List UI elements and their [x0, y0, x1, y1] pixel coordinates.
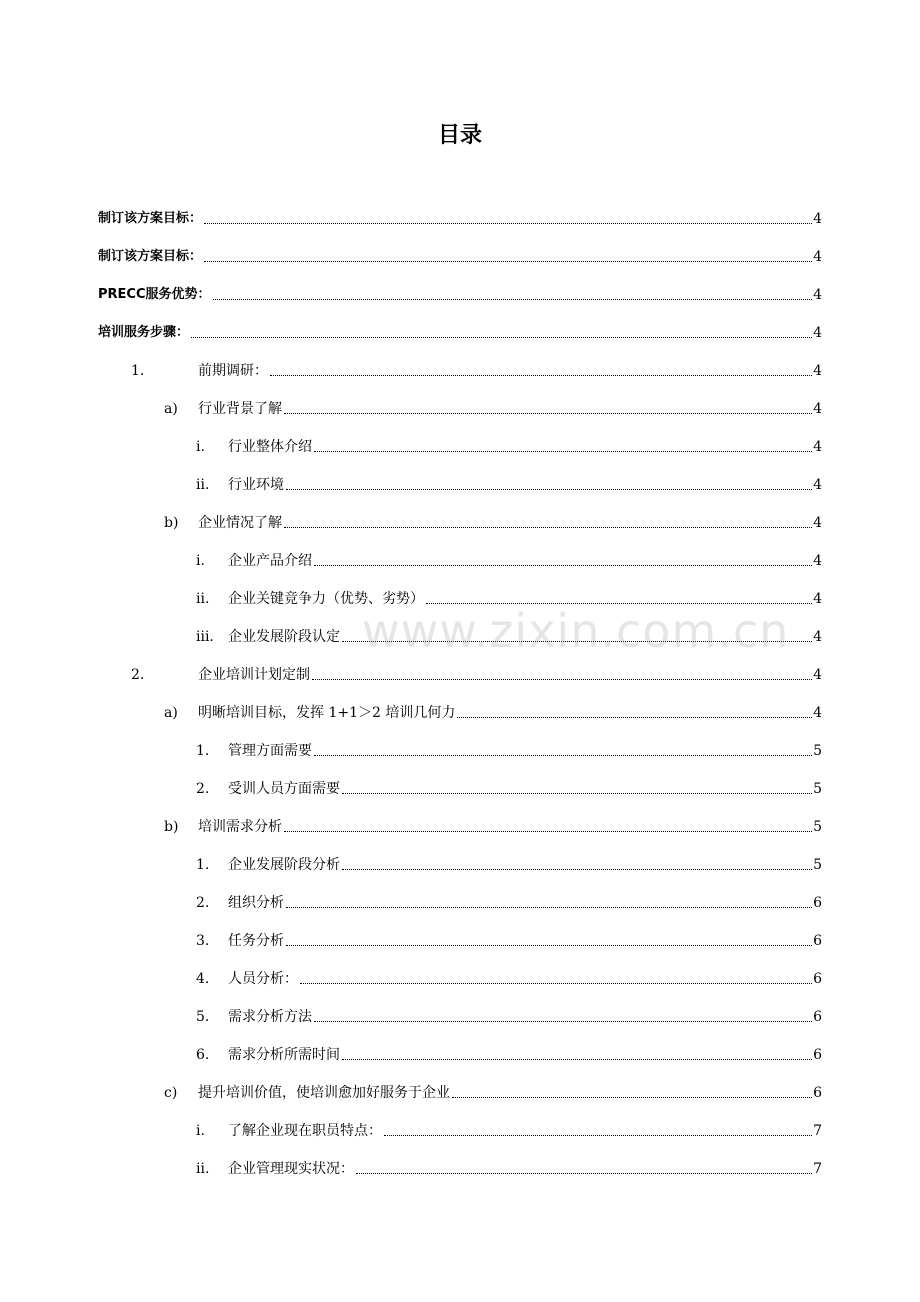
toc-dot-leader [384, 1135, 812, 1136]
toc-entry[interactable] [98, 662, 822, 684]
toc-page-number: 4 [813, 287, 822, 303]
toc-dot-leader [312, 679, 812, 680]
toc-page-number: 4 [813, 515, 822, 531]
toc-entry[interactable] [98, 1004, 822, 1026]
toc-entry-title: 管理方面需要 [228, 743, 312, 759]
toc-page-number: 4 [813, 439, 822, 455]
toc-dot-leader [286, 489, 812, 490]
toc-entry-number: ii. [196, 591, 210, 607]
toc-entry[interactable] [98, 1118, 822, 1140]
toc-page-number: 7 [813, 1161, 822, 1177]
toc-dot-leader [342, 1059, 812, 1060]
toc-entry[interactable] [98, 928, 822, 950]
toc-entry[interactable] [98, 358, 822, 380]
toc-page-number: 6 [813, 895, 822, 911]
toc-entry-title: 培训服务步骤： [98, 325, 190, 340]
toc-page-number: 6 [813, 1009, 822, 1025]
toc-entry-title: 前期调研： [198, 363, 268, 379]
toc-page-number: 4 [813, 477, 822, 493]
toc-entry-title: 了解企业现在职员特点： [228, 1123, 382, 1139]
toc-entry-number: iii. [196, 629, 214, 645]
toc-dot-leader [342, 793, 812, 794]
toc-entry-title: 制订该方案目标： [98, 249, 203, 264]
toc-dot-leader [284, 527, 812, 528]
toc-entry-title: 企业产品介绍 [228, 553, 312, 569]
toc-entry-number: 2. [131, 667, 145, 683]
toc-entry-title: 制订该方案目标： [98, 211, 203, 226]
toc-entry[interactable] [98, 396, 822, 418]
toc-page-number: 7 [813, 1123, 822, 1139]
toc-entry-title: 培训需求分析 [198, 819, 282, 835]
toc-entry[interactable] [98, 206, 822, 228]
toc-page-number: 6 [813, 933, 822, 949]
toc-entry[interactable] [98, 966, 822, 988]
toc-entry[interactable] [98, 320, 822, 342]
toc-page-number: 4 [813, 325, 822, 341]
toc-entry[interactable] [98, 282, 822, 304]
toc-dot-leader [314, 565, 812, 566]
toc-page-number: 5 [813, 781, 822, 797]
toc-entry-number: ii. [196, 1161, 210, 1177]
toc-entry-number: 5. [196, 1009, 210, 1025]
toc-entry-title: 受训人员方面需要 [228, 781, 340, 797]
toc-entry-number: 2. [196, 781, 210, 797]
toc-page-number: 5 [813, 819, 822, 835]
toc-entry-title: 需求分析所需时间 [228, 1047, 340, 1063]
toc-entry[interactable] [98, 738, 822, 760]
toc-entry-number: i. [196, 553, 205, 569]
toc-page-number: 4 [813, 249, 822, 265]
toc-entry-number: b) [164, 819, 179, 835]
toc-page-number: 4 [813, 629, 822, 645]
toc-entry[interactable] [98, 700, 822, 722]
toc-entry[interactable] [98, 852, 822, 874]
toc-entry[interactable] [98, 1042, 822, 1064]
toc-entry-title: 企业发展阶段认定 [228, 629, 340, 645]
toc-entry-title: PRECC服务优势： [98, 287, 211, 302]
toc-dot-leader [204, 261, 812, 262]
toc-dot-leader [204, 223, 812, 224]
watermark: www.zixin.com.cn [362, 604, 790, 658]
toc-page-number: 4 [813, 705, 822, 721]
toc-entry[interactable] [98, 548, 822, 570]
toc-entry[interactable] [98, 434, 822, 456]
toc-entry[interactable] [98, 890, 822, 912]
toc-page-number: 5 [813, 857, 822, 873]
toc-entry-title: 需求分析方法 [228, 1009, 312, 1025]
toc-entry-title: 人员分析： [228, 971, 298, 987]
toc-dot-leader [286, 945, 812, 946]
toc-entry[interactable] [98, 1080, 822, 1102]
toc-dot-leader [342, 869, 812, 870]
toc-entry[interactable] [98, 472, 822, 494]
toc-dot-leader [300, 983, 812, 984]
toc-entry-number: 4. [196, 971, 210, 987]
toc-page-number: 6 [813, 1047, 822, 1063]
toc-dot-leader [356, 1173, 812, 1174]
toc-entry-title: 企业发展阶段分析 [228, 857, 340, 873]
toc-dot-leader [314, 755, 812, 756]
toc-entry-number: 6. [196, 1047, 210, 1063]
toc-dot-leader [452, 1097, 812, 1098]
toc-entry-title: 提升培训价值，使培训愈加好服务于企业 [198, 1085, 450, 1101]
toc-dot-leader [457, 717, 812, 718]
page-title: 目录 [437, 123, 482, 148]
toc-page-number: 4 [813, 591, 822, 607]
toc-entry-number: i. [196, 439, 205, 455]
toc-entry-number: a) [164, 705, 178, 721]
toc-entry-title: 企业管理现实状况： [228, 1161, 354, 1177]
toc-page-number: 4 [813, 401, 822, 417]
toc-entry-number: ii. [196, 477, 210, 493]
toc-dot-leader [314, 451, 812, 452]
toc-entry[interactable] [98, 510, 822, 532]
toc-entry-number: 3. [196, 933, 210, 949]
toc-entry-title: 任务分析 [228, 933, 284, 949]
toc-dot-leader [270, 375, 812, 376]
toc-dot-leader [286, 907, 812, 908]
toc-entry-title: 企业情况了解 [198, 515, 282, 531]
toc-entry[interactable] [98, 244, 822, 266]
toc-entry-number: b) [164, 515, 179, 531]
toc-dot-leader [284, 413, 812, 414]
toc-entry-title: 企业关键竞争力（优势、劣势） [228, 591, 424, 607]
toc-entry-title: 行业背景了解 [198, 401, 282, 417]
toc-entry-number: 1. [196, 857, 210, 873]
toc-entry-number: i. [196, 1123, 205, 1139]
toc-page-number: 4 [813, 553, 822, 569]
toc-entry[interactable] [98, 776, 822, 798]
toc-page-number: 5 [813, 743, 822, 759]
toc-entry-number: a) [164, 401, 178, 417]
toc-dot-leader [284, 831, 812, 832]
toc-entry-title: 明晰培训目标，发挥 1+1＞2 培训几何力 [198, 705, 456, 721]
toc-entry[interactable] [98, 1156, 822, 1178]
toc-entry-title: 组织分析 [228, 895, 284, 911]
toc-entry-number: 1. [196, 743, 210, 759]
toc-entry-title: 行业环境 [228, 477, 284, 493]
toc-page-number: 4 [813, 363, 822, 379]
toc-dot-leader [213, 299, 813, 300]
toc-entry-title: 行业整体介绍 [228, 439, 312, 455]
toc-dot-leader [314, 1021, 812, 1022]
toc-entry[interactable] [98, 814, 822, 836]
toc-entry-number: c) [164, 1085, 178, 1101]
toc-dot-leader [191, 337, 812, 338]
toc-entry-number: 2. [196, 895, 210, 911]
toc-page-number: 4 [813, 211, 822, 227]
toc-page-number: 4 [813, 667, 822, 683]
toc-page-number: 6 [813, 1085, 822, 1101]
toc-page-number: 6 [813, 971, 822, 987]
toc-entry-number: 1. [131, 363, 145, 379]
toc-entry-title: 企业培训计划定制 [198, 667, 310, 683]
